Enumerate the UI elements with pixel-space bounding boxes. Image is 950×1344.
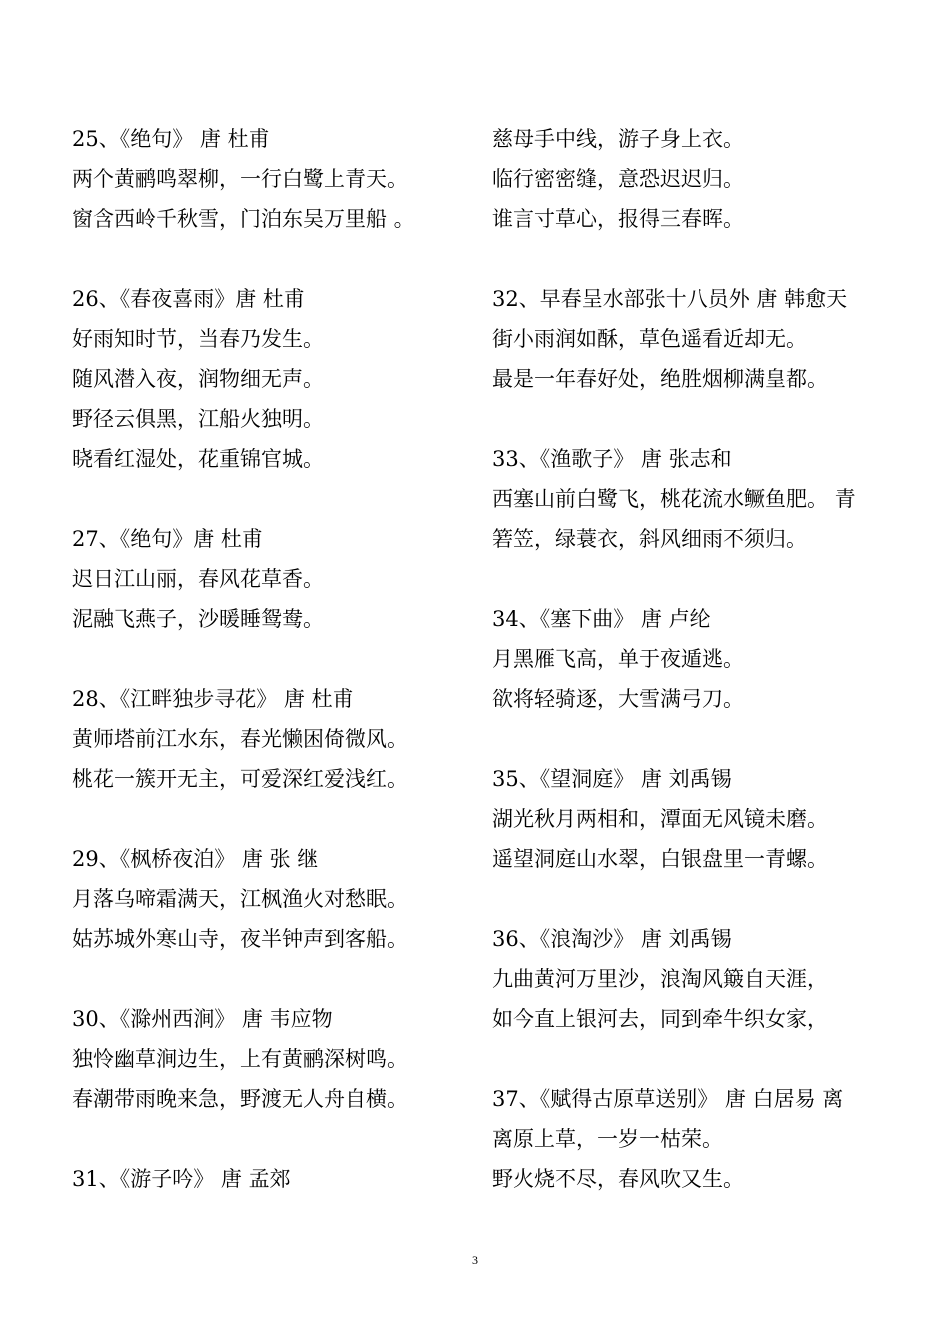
poem-line: 湖光秋月两相和，潭面无风镜未磨。 [492, 807, 828, 831]
poem-block [492, 1079, 887, 1199]
blank-line [492, 239, 887, 279]
poem-line: 最是一年春好处，绝胜烟柳满皇都。 [492, 367, 828, 391]
poem-line: 27、《绝句》唐 杜甫 [72, 527, 263, 551]
poem-line: 25、《绝句》 唐 杜甫 [72, 127, 270, 151]
poem-line: 如今直上银河去，同到牵牛织女家， [492, 1007, 828, 1031]
poem-line: 31、《游子吟》 唐 孟郊 [72, 1167, 291, 1191]
poem-block [492, 599, 887, 719]
poem-line: 离原上草，一岁一枯荣。 [492, 1127, 723, 1151]
page-number: 3 [472, 1253, 478, 1267]
poem-line: 慈母手中线，游子身上衣。 [492, 127, 744, 151]
poem-line: 黄师塔前江水东，春光懒困倚微风。 [72, 727, 408, 751]
poem-line: 26、《春夜喜雨》唐 杜甫 [72, 287, 305, 311]
poem-line: 晓看红湿处，花重锦官城。 [72, 447, 324, 471]
poem-line: 37、《赋得古原草送别》 唐 白居易 离 [492, 1087, 844, 1111]
poem-line: 姑苏城外寒山寺，夜半钟声到客船。 [72, 927, 408, 951]
poem-line: 月黑雁飞高，单于夜遁逃。 [492, 647, 744, 671]
poem-line: 好雨知时节，当春乃发生。 [72, 327, 324, 351]
poem-line: 窗含西岭千秋雪，门泊东吴万里船 。 [72, 207, 415, 231]
poem-line: 迟日江山丽，春风花草香。 [72, 567, 324, 591]
poem-block [72, 279, 472, 479]
poem-block [72, 679, 472, 799]
poem-line: 32、早春呈水部张十八员外 唐 韩愈天 [492, 287, 848, 311]
blank-line [72, 959, 472, 999]
poem-line: 野径云俱黑，江船火独明。 [72, 407, 324, 431]
blank-line [492, 559, 887, 599]
poem-block [72, 1159, 472, 1199]
blank-line [72, 239, 472, 279]
poem-line: 独怜幽草涧边生，上有黄鹂深树鸣。 [72, 1047, 408, 1071]
poem-block [492, 759, 887, 879]
blank-line [492, 399, 887, 439]
poem-line: 28、《江畔独步寻花》 唐 杜甫 [72, 687, 354, 711]
poem-block [492, 919, 887, 1039]
poem-block [492, 439, 887, 559]
blank-line [72, 639, 472, 679]
blank-line [492, 719, 887, 759]
poem-line: 街小雨润如酥，草色遥看近却无。 [492, 327, 807, 351]
poem-line: 34、《塞下曲》 唐 卢纶 [492, 607, 711, 631]
poem-block [492, 119, 887, 239]
right-column [492, 119, 887, 1199]
poem-line: 桃花一簇开无主，可爱深红爱浅红。 [72, 767, 408, 791]
poem-line: 36、《浪淘沙》 唐 刘禹锡 [492, 927, 732, 951]
poem-line: 泥融飞燕子，沙暖睡鸳鸯。 [72, 607, 324, 631]
blank-line [72, 1119, 472, 1159]
poem-line: 箬笠，绿蓑衣，斜风细雨不须归。 [492, 527, 807, 551]
poem-line: 欲将轻骑逐，大雪满弓刀。 [492, 687, 744, 711]
poem-line: 29、《枫桥夜泊》 唐 张 继 [72, 847, 319, 871]
poem-line: 临行密密缝，意恐迟迟归。 [492, 167, 744, 191]
blank-line [492, 879, 887, 919]
poem-block [72, 519, 472, 639]
left-column [72, 119, 472, 1199]
poem-line: 两个黄鹂鸣翠柳，一行白鹭上青天。 [72, 167, 408, 191]
blank-line [72, 799, 472, 839]
poem-block [72, 839, 472, 959]
poem-block [72, 999, 472, 1119]
poem-line: 西塞山前白鹭飞，桃花流水鳜鱼肥。 青 [492, 487, 856, 511]
poem-line: 33、《渔歌子》 唐 张志和 [492, 447, 732, 471]
poem-line: 随风潜入夜，润物细无声。 [72, 367, 324, 391]
poem-block [72, 119, 472, 239]
poem-line: 野火烧不尽，春风吹又生。 [492, 1167, 744, 1191]
poem-line: 35、《望洞庭》 唐 刘禹锡 [492, 767, 732, 791]
poem-line: 30、《滁州西涧》 唐 韦应物 [72, 1007, 333, 1031]
poem-line: 九曲黄河万里沙，浪淘风簸自天涯， [492, 967, 828, 991]
poem-block [492, 279, 887, 399]
blank-line [72, 479, 472, 519]
poem-line: 春潮带雨晚来急，野渡无人舟自横。 [72, 1087, 408, 1111]
poem-line: 遥望洞庭山水翠，白银盘里一青螺。 [492, 847, 828, 871]
poem-line: 月落乌啼霜满天，江枫渔火对愁眠。 [72, 887, 408, 911]
poem-line: 谁言寸草心，报得三春晖。 [492, 207, 744, 231]
blank-line [492, 1039, 887, 1079]
